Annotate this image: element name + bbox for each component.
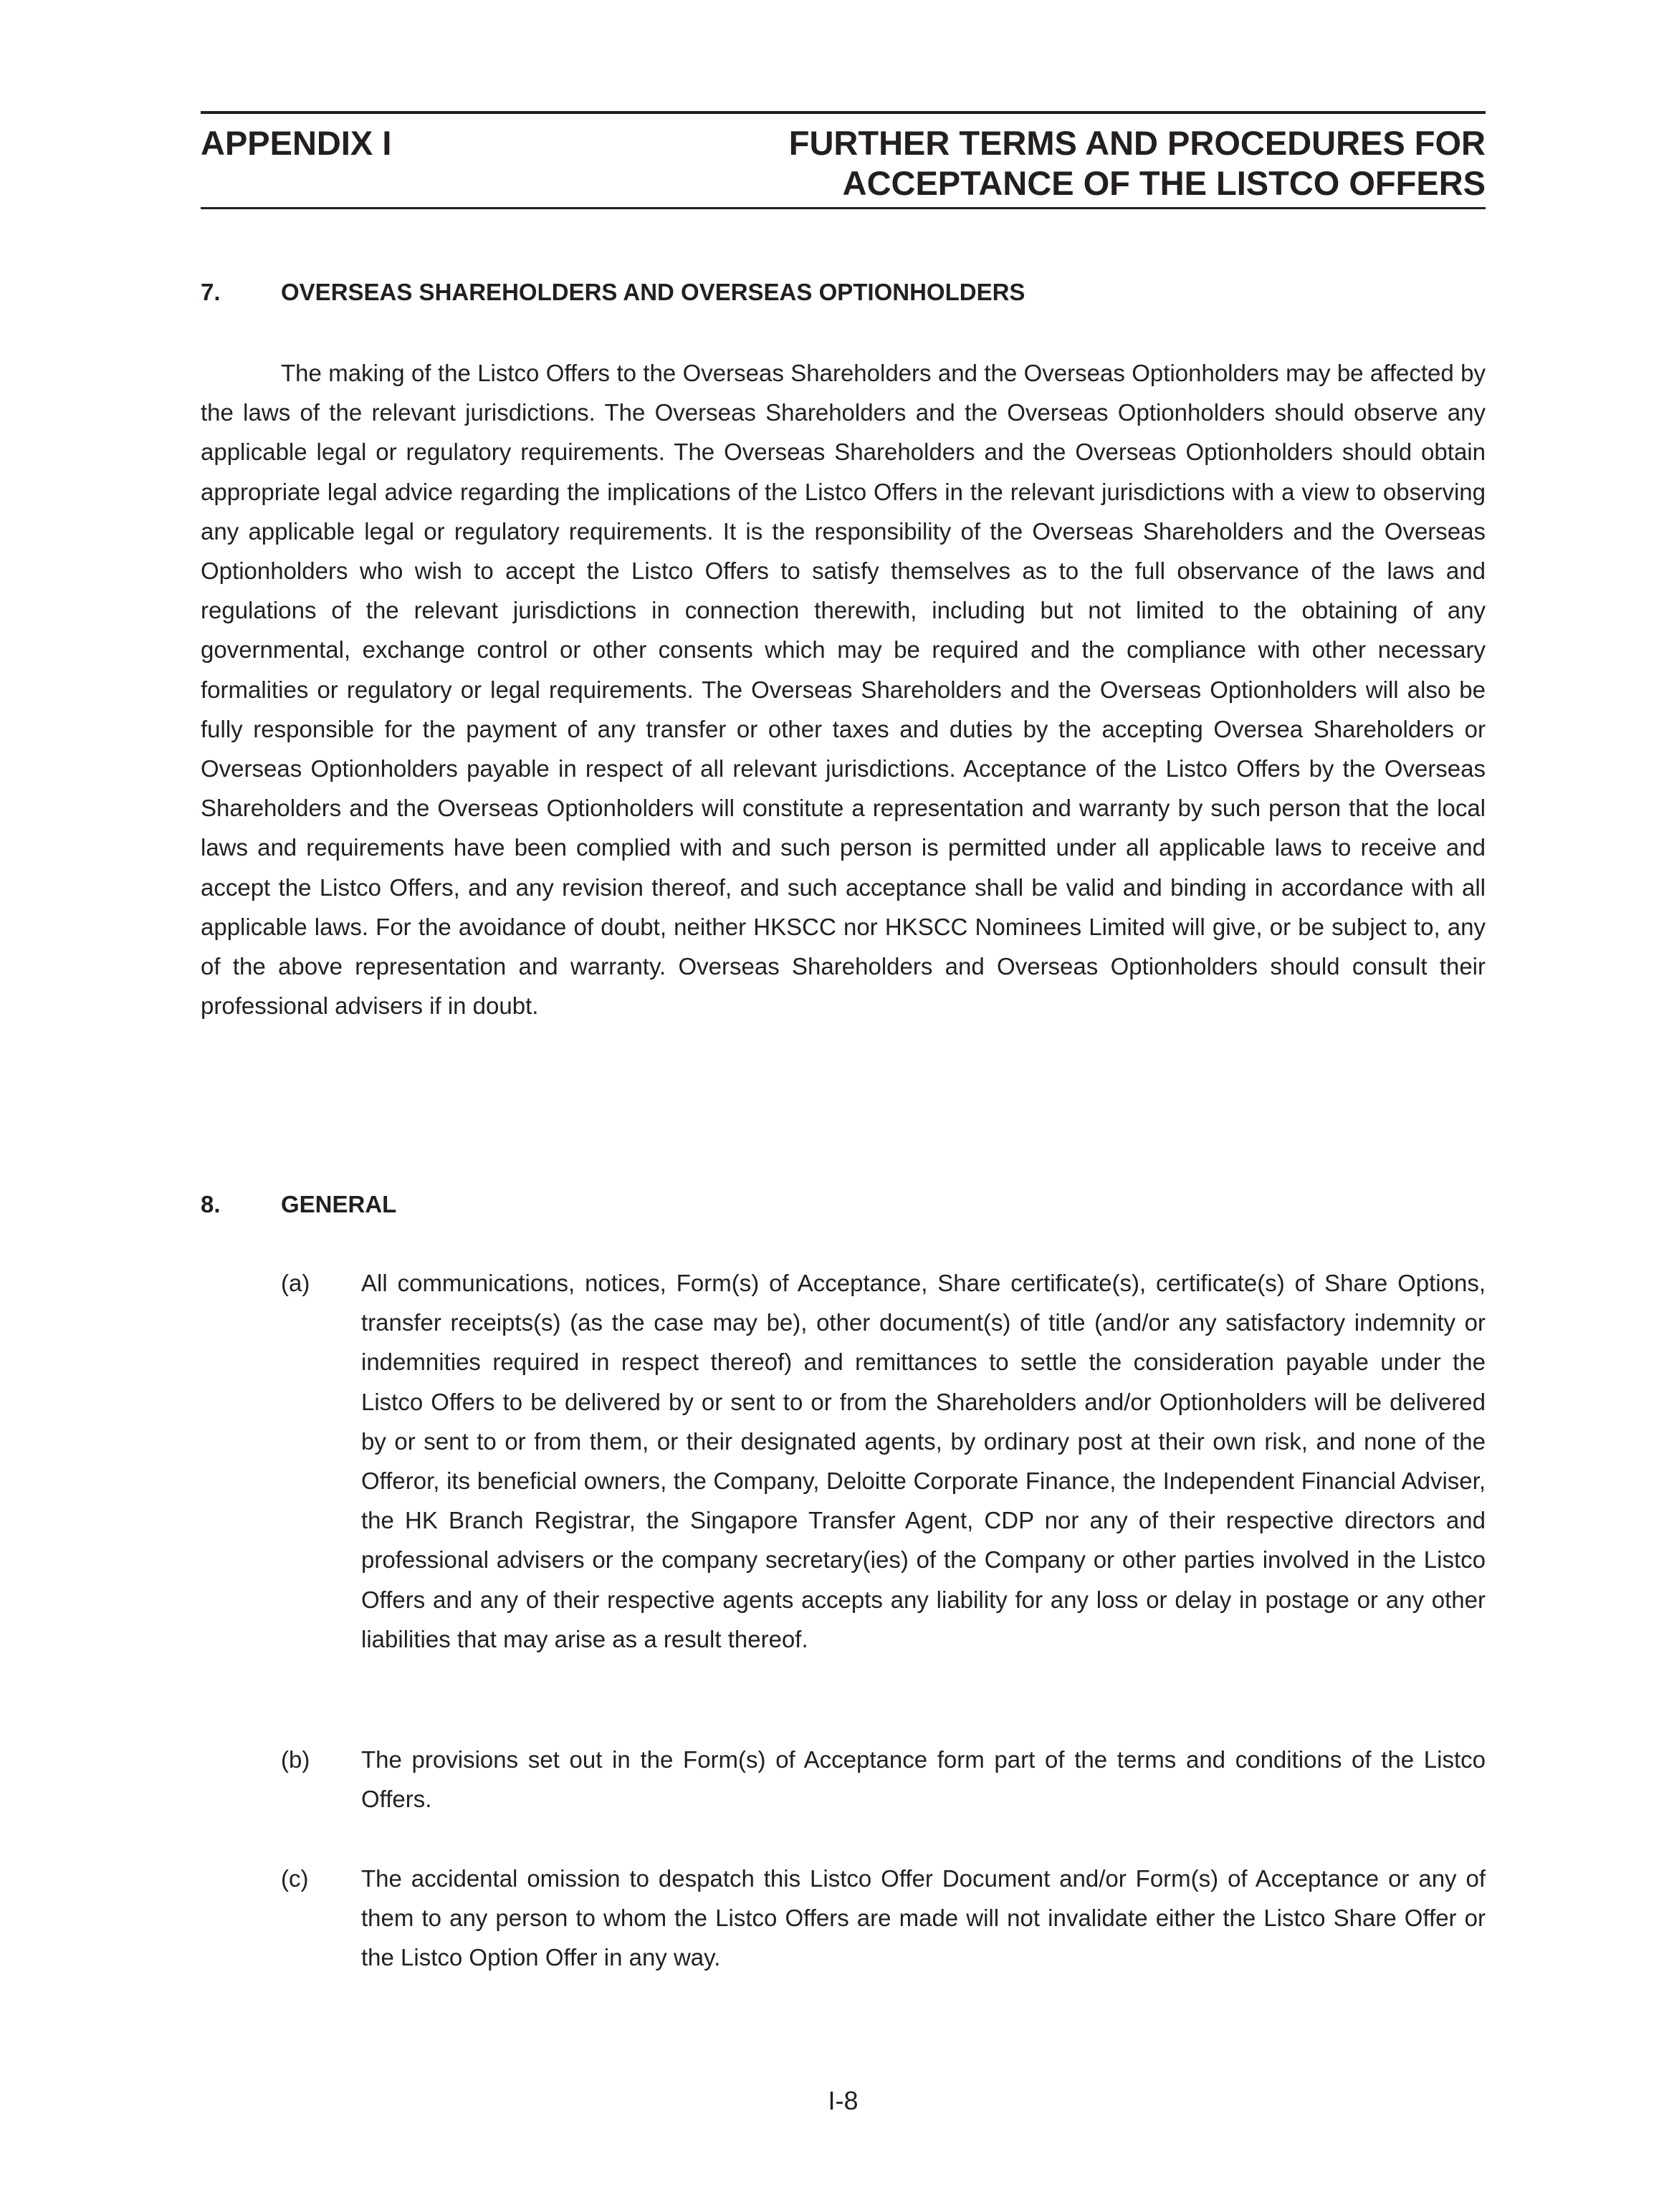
- section-7-number: 7.: [201, 279, 221, 305]
- section-8-heading: [201, 1190, 396, 1219]
- general-item-b-label: (b): [281, 1746, 310, 1773]
- general-item-c: [281, 1859, 1486, 1978]
- section-8-number: 8.: [201, 1191, 221, 1217]
- page-number: I-8: [828, 2086, 859, 2115]
- appendix-title-line-1: FURTHER TERMS AND PROCEDURES FOR: [788, 124, 1486, 162]
- general-item-c-text: The accidental omission to despatch this Listco Offer Document and/or Form(s) of Acceptance or any of them to any person to whom the Listco Offers are made will not invalidate either the Listco Share Offer or the Listco Option Offer in any way.: [361, 1865, 1486, 1971]
- section-7-paragraph: The making of the Listco Offers to the Overseas Shareholders and the Overseas Optionholders may be affected by the laws of the relevant jurisdictions. The Overseas Shareholders and the Overseas Optionholders should observe any applicable legal or regulatory requirements. The Overseas Shareholders and the Overseas Optionholders should obtain appropriate legal advice regarding the implications of the Listco Offers in the relevant jurisdictions with a view to observing any applicable legal or regulatory requirements. It is the responsibility of the Overseas Shareholders and the Overseas Optionholders who wish to accept the Listco Offers to satisfy themselves as to the full observance of the laws and regulations of the relevant jurisdictions in connection therewith, including but not limited to the obtaining of any governmental, exchange control or other consents which may be required and the compliance with other necessary formalities or regulatory or legal requirements. The Overseas Shareholders and the Overseas Optionholders will also be fully responsible for the payment of any transfer or other taxes and duties by the accepting Oversea Shareholders or Overseas Optionholders payable in respect of all relevant jurisdictions. Acceptance of the Listco Offers by the Overseas Shareholders and the Overseas Optionholders will constitute a representation and warranty by such person that the local laws and requirements have been complied with and such person is permitted under all applicable laws to receive and accept the Listco Offers, and any revision thereof, and such acceptance shall be valid and binding in accordance with all applicable laws. For the avoidance of doubt, neither HKSCC nor HKSCC Nominees Limited will give, or be subject to, any of the above representation and warranty. Overseas Shareholders and Overseas Optionholders should consult their professional advisers if in doubt.: [201, 360, 1486, 1020]
- general-item-b-text: The provisions set out in the Form(s) of Acceptance form part of the terms and conditions of the Listco Offers.: [361, 1746, 1486, 1813]
- general-item-a-label: (a): [281, 1270, 310, 1296]
- appendix-title-line-2: ACCEPTANCE OF THE LISTCO OFFERS: [842, 164, 1486, 202]
- page-content: [201, 0, 1486, 2212]
- section-8-title: GENERAL: [281, 1191, 397, 1217]
- general-item-a-text: All communications, notices, Form(s) of Acceptance, Share certificate(s), certificate(s) of Share Options, transfer receipts(s) (as the case may be), other document(s) of title (and/or any satisfactory indemnity or indemnities required in respect thereof) and remittances to settle the consideration payable under the Listco Offers to be delivered by or sent to or from the Shareholders and/or Optionholders will be delivered by or sent to or from them, or their designated agents, by ordinary post at their own risk, and none of the Offeror, its beneficial owners, the Company, Deloitte Corporate Finance, the Independent Financial Adviser, the HK Branch Registrar, the Singapore Transfer Agent, CDP nor any of their respective directors and professional advisers or the company secretary(ies) of the Company or other parties involved in the Listco Offers and any of their respective agents accepts any liability for any loss or delay in postage or any other liabilities that may arise as a result thereof.: [361, 1270, 1486, 1652]
- header-top-rule: [201, 111, 1486, 114]
- section-7-title: OVERSEAS SHAREHOLDERS AND OVERSEAS OPTIONHOLDERS: [281, 279, 1025, 305]
- general-item-a: [281, 1263, 1486, 1659]
- general-item-c-label: (c): [281, 1865, 309, 1892]
- appendix-title: [789, 123, 1486, 204]
- header-bottom-rule: [201, 207, 1486, 209]
- appendix-label: APPENDIX I: [201, 124, 392, 162]
- section-7-heading: [201, 278, 1025, 307]
- general-item-b: [281, 1740, 1486, 1819]
